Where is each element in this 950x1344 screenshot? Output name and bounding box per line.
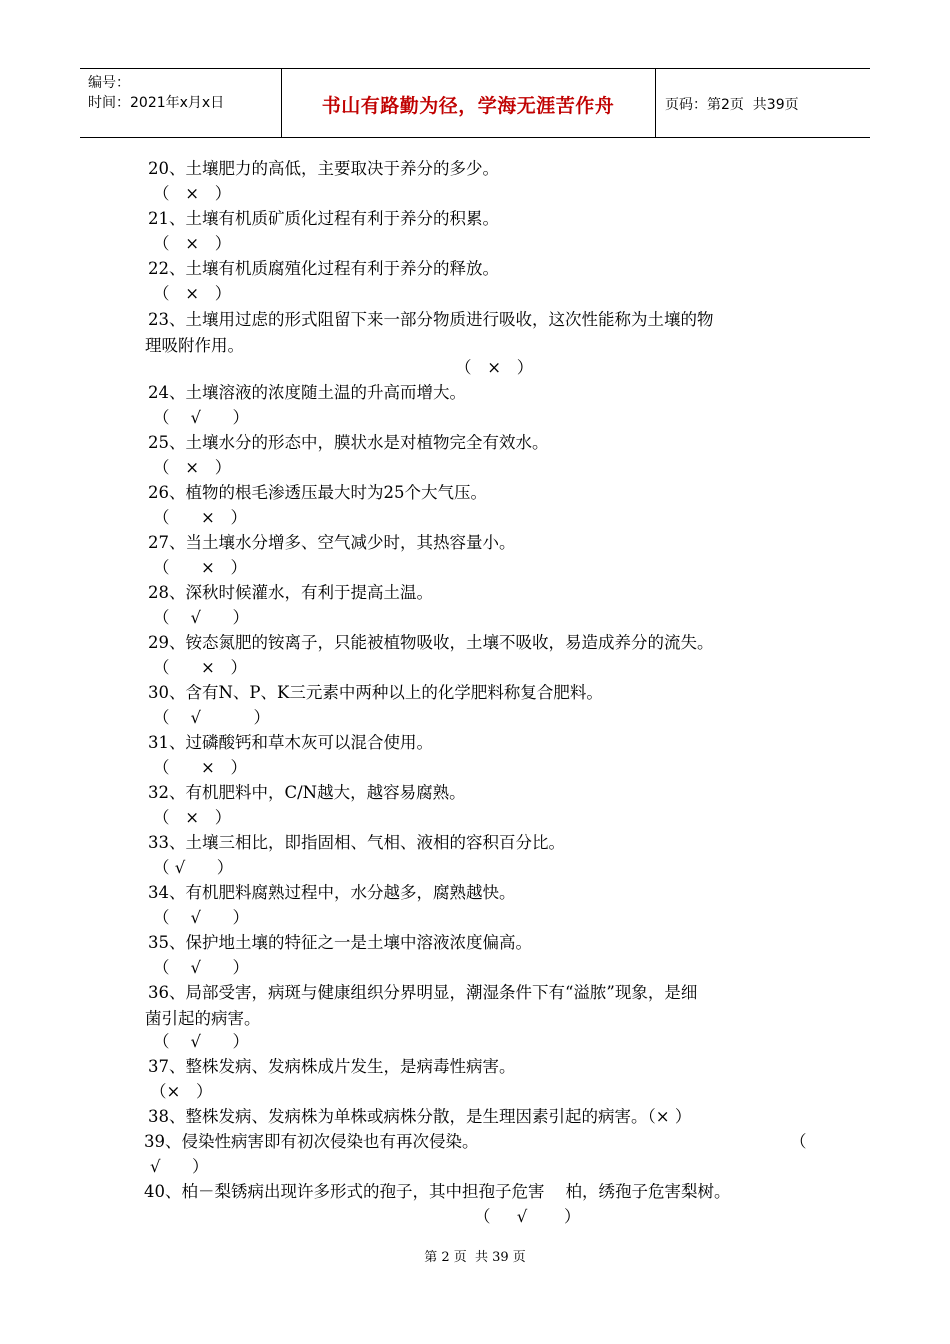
answer-line: （ × ）	[153, 458, 232, 477]
question-line: 21、土壤有机质矿质化过程有利于养分的积累。	[148, 209, 499, 228]
answer-line: （ × ）	[153, 658, 248, 677]
header-page-info: 页码：第2页 共39页	[665, 97, 799, 113]
question-line: 31、过磷酸钙和草木灰可以混合使用。	[148, 733, 433, 752]
question-line: 35、保护地土壤的特征之一是土壤中溶液浓度偏高。	[148, 933, 532, 952]
answer-line: （ √ ）	[153, 1032, 249, 1051]
question-line: 37、整株发病、发病株成片发生，是病毒性病害。	[148, 1057, 516, 1076]
answer-line: （ √ ）	[153, 908, 249, 927]
question-line: 20、土壤肥力的高低，主要取决于养分的多少。	[148, 159, 499, 178]
answer-line: （ × ）	[153, 508, 248, 527]
document-header	[80, 68, 870, 138]
question-line: 40、柏－梨锈病出现许多形式的孢子，其中担孢子危害 柏，绣孢子危害梨树。	[144, 1182, 731, 1201]
answer-line: （ × ）	[153, 758, 248, 777]
question-line: 26、植物的根毛渗透压最大时为25个大气压。	[148, 483, 487, 502]
answer-line: （ √ ）	[153, 408, 249, 427]
question-line: 33、土壤三相比，即指固相、气相、液相的容积百分比。	[148, 833, 565, 852]
header-motto: 书山有路勤为径，学海无涯苦作舟	[321, 95, 615, 117]
question-line: 菌引起的病害。	[145, 1009, 261, 1028]
question-line: 36、局部受害，病斑与健康组织分界明显，潮湿条件下有“溢脓”现象，是细	[148, 983, 698, 1002]
answer-line: （ × ）	[153, 184, 232, 203]
answer-line: （× ）	[150, 1082, 213, 1101]
answer-line: （ √ ）	[153, 608, 249, 627]
answer-line: （ √ ）	[153, 708, 270, 727]
question-line: 理吸附作用。	[145, 336, 244, 355]
question-line: 24、土壤溶液的浓度随土温的升高而增大。	[148, 383, 466, 402]
number-label: 编号：	[88, 75, 130, 91]
answer-line: （ × ）	[455, 358, 534, 377]
question-line: 27、当土壤水分增多、空气减少时，其热容量小。	[148, 533, 516, 552]
question-line: 32、有机肥料中，C/N越大，越容易腐熟。	[148, 783, 466, 802]
question-line: 30、含有N、P、K三元素中两种以上的化学肥料称复合肥料。	[148, 683, 603, 702]
answer-line: √ ）	[150, 1157, 209, 1176]
question-line: 23、土壤用过虑的形式阻留下来一部分物质进行吸收，这次性能称为土壤的物	[148, 310, 714, 329]
answer-line: （ √ ）	[474, 1207, 581, 1226]
question-line: 34、有机肥料腐熟过程中，水分越多，腐熟越快。	[148, 883, 516, 902]
page-footer: 第 2 页 共 39 页	[424, 1250, 526, 1265]
question-line: 25、土壤水分的形态中，膜状水是对植物完全有效水。	[148, 433, 549, 452]
header-divider	[655, 69, 656, 137]
question-line: 39、侵染性病害即有初次侵染也有再次侵染。	[144, 1132, 479, 1151]
answer-line: （	[790, 1132, 807, 1151]
date-label: 时间：2021年x月x日	[88, 95, 225, 111]
answer-line: （ √ ）	[153, 858, 234, 877]
question-line: 38、整株发病、发病株为单株或病株分散，是生理因素引起的病害。（× ）	[148, 1107, 692, 1126]
answer-line: （ × ）	[153, 808, 232, 827]
question-line: 22、土壤有机质腐殖化过程有利于养分的释放。	[148, 259, 499, 278]
answer-line: （ × ）	[153, 558, 248, 577]
header-meta	[88, 73, 224, 113]
question-line: 29、铵态氮肥的铵离子，只能被植物吸收，土壤不吸收，易造成养分的流失。	[148, 633, 714, 652]
answer-line: （ √ ）	[153, 958, 249, 977]
question-line: 28、深秋时候灌水，有利于提高土温。	[148, 583, 433, 602]
answer-line: （ × ）	[153, 234, 232, 253]
answer-line: （ × ）	[153, 284, 232, 303]
